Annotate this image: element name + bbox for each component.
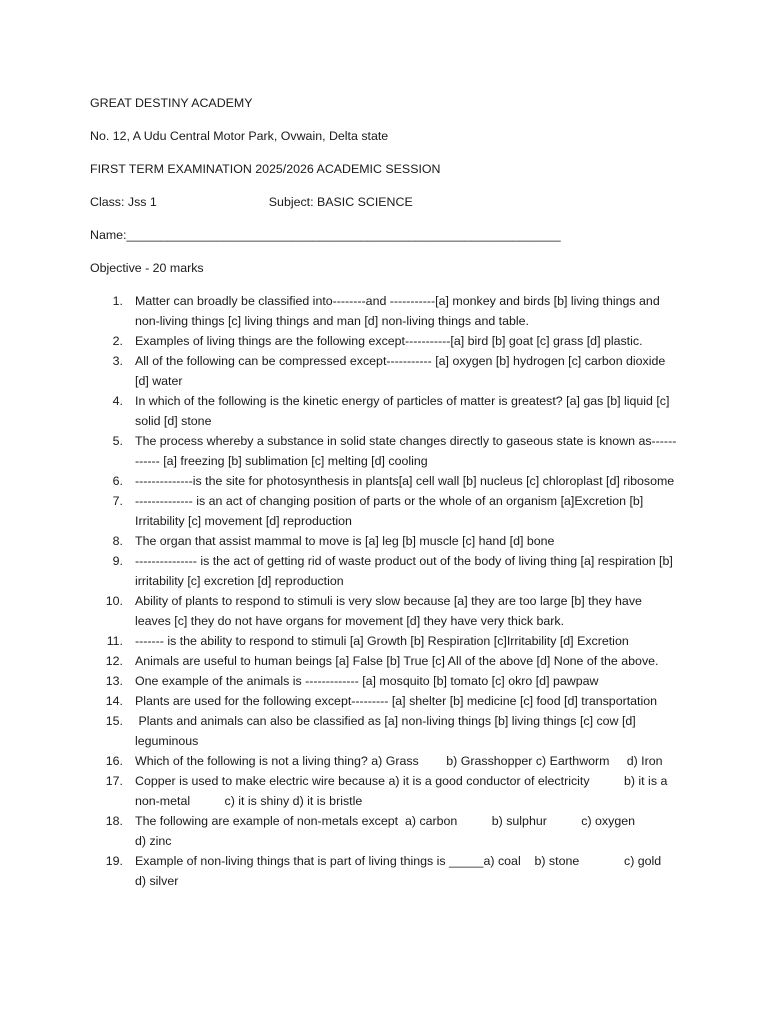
question-number: 18. [105, 814, 123, 828]
question-number: 6. [112, 474, 123, 488]
subject-label: Subject: BASIC SCIENCE [268, 195, 413, 209]
question-number: 14. [105, 694, 123, 708]
question-number: 10. [105, 594, 123, 608]
question-item [90, 811, 687, 851]
question-text: Which of the following is not a living thing? a) Grass b) Grasshopper c) Earthworm d) Iron [135, 754, 663, 768]
question-number: 5. [112, 434, 123, 448]
school-address: No. 12, A Udu Central Motor Park, Ovwain, Delta state [90, 129, 389, 143]
question-item [90, 431, 680, 471]
question-text: -------------- is an act of changing position of parts or the whole of an organism [a]Excretion [b] Irritability [c] movement [d] reproduction [135, 494, 647, 528]
question-item [90, 491, 680, 531]
question-text: The organ that assist mammal to move is [a] leg [b] muscle [c] hand [d] bone [135, 534, 555, 548]
question-item [90, 471, 680, 491]
question-number: 7. [112, 494, 123, 508]
question-item [90, 591, 680, 631]
exam-title: FIRST TERM EXAMINATION 2025/2026 ACADEMIC SESSION [90, 162, 441, 176]
question-number: 13. [105, 674, 123, 688]
question-number: 9. [112, 554, 123, 568]
question-text: Example of non-living things that is part of living things is _____a) coal b) stone c) gold d) silver [135, 854, 713, 888]
question-item [90, 291, 680, 331]
question-item [90, 631, 680, 651]
question-item [90, 331, 680, 351]
question-text: Animals are useful to human beings [a] False [b] True [c] All of the above [d] None of the above. [135, 654, 659, 668]
question-item [90, 531, 680, 551]
question-text: --------------- is the act of getting rid of waste product out of the body of living thing [a] respiration [b] irritability [c] excretion [d] reproduction [135, 554, 677, 588]
question-item [90, 651, 680, 671]
question-text: Ability of plants to respond to stimuli is very slow because [a] they are too large [b] they have leaves [c] they do not have organs for movement [d] they have very thick bark. [135, 594, 646, 628]
name-line: Name:_______________________________________________________________ [90, 228, 561, 242]
objective-heading: Objective - 20 marks [90, 261, 204, 275]
class-subject-row [90, 192, 690, 212]
question-list [90, 291, 713, 891]
question-number: 1. [112, 294, 123, 308]
question-text: The following are example of non-metals except a) carbon b) sulphur c) oxygen d) zinc [135, 814, 687, 848]
question-number: 19. [105, 854, 123, 868]
question-number: 4. [112, 394, 123, 408]
question-number: 15. [105, 714, 123, 728]
question-number: 11. [106, 634, 123, 648]
question-text: ------- is the ability to respond to stimuli [a] Growth [b] Respiration [c]Irritability [d] Excretion [135, 634, 629, 648]
question-number: 12. [105, 654, 123, 668]
question-item [90, 851, 713, 891]
question-item [90, 391, 680, 431]
question-item [90, 771, 680, 811]
question-number: 17. [105, 774, 123, 788]
question-text: Examples of living things are the following except-----------[a] bird [b] goat [c] grass [d] plastic. [135, 334, 643, 348]
question-number: 2. [112, 334, 123, 348]
question-text: One example of the animals is ------------- [a] mosquito [b] tomato [c] okro [d] pawpaw [135, 674, 599, 688]
question-text: The process whereby a substance in solid state changes directly to gaseous state is known as------------ [a] freezing [b] sublimation [c] melting [d] cooling [135, 434, 677, 468]
question-text: Matter can broadly be classified into--------and -----------[a] monkey and birds [b] living things and non-living things [c] living things and man [d] non-living things and table. [135, 294, 664, 328]
question-text: Plants are used for the following except--------- [a] shelter [b] medicine [c] food [d] transportation [135, 694, 658, 708]
question-number: 3. [112, 354, 123, 368]
question-item [90, 351, 680, 391]
question-text: In which of the following is the kinetic energy of particles of matter is greatest? [a] gas [b] liquid [c] solid [d] stone [135, 394, 673, 428]
question-item [90, 671, 680, 691]
question-text: Copper is used to make electric wire because a) it is a good conductor of electricity b) it is a non-metal c) it is shiny d) it is bristle [135, 774, 671, 808]
question-item [90, 691, 680, 711]
class-label: Class: Jss 1 [90, 195, 157, 209]
question-item [90, 711, 680, 751]
question-number: 16. [105, 754, 123, 768]
question-text: --------------is the site for photosynthesis in plants[a] cell wall [b] nucleus [c] chloroplast [d] ribosome [135, 474, 675, 488]
school-name: GREAT DESTINY ACADEMY [90, 96, 253, 110]
question-item [90, 751, 680, 771]
question-item [90, 551, 680, 591]
exam-page [90, 93, 713, 891]
question-text: All of the following can be compressed except----------- [a] oxygen [b] hydrogen [c] carbon dioxide [d] water [135, 354, 669, 388]
question-number: 8. [112, 534, 123, 548]
question-text: Plants and animals can also be classified as [a] non-living things [b] living things [c] cow [d] leguminous [135, 714, 640, 748]
